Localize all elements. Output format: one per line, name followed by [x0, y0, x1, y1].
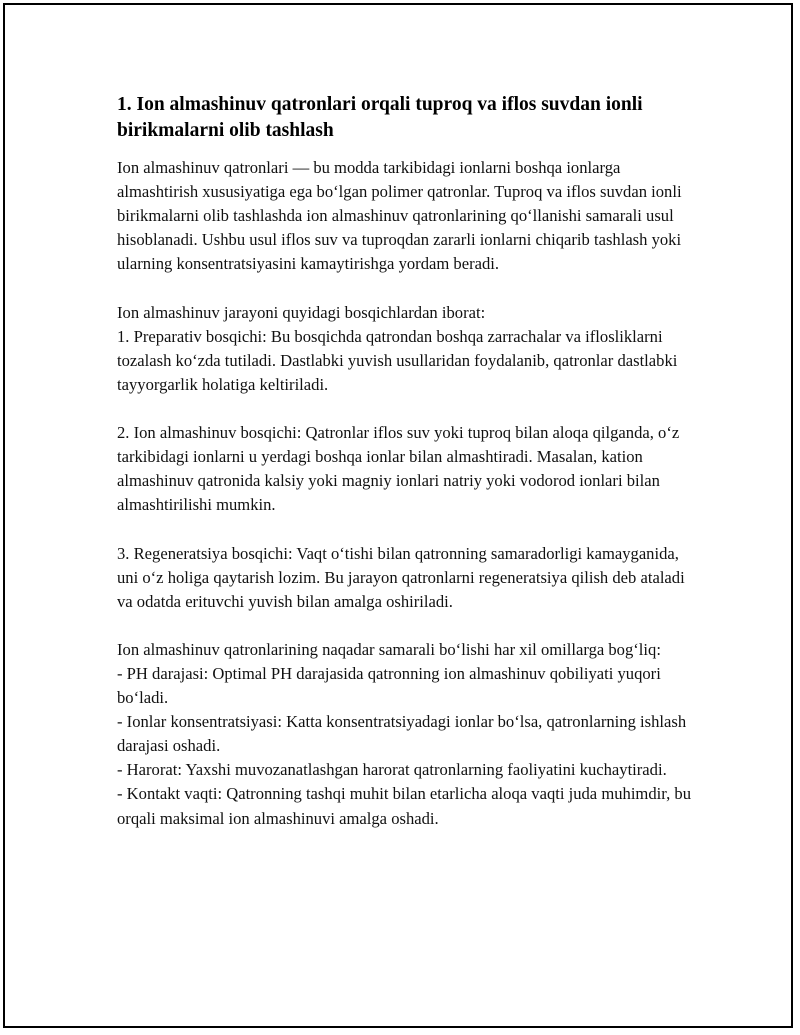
document-title: 1. Ion almashinuv qatronlari orqali tuproq va iflos suvdan ionli birikmalarni olib tashlash	[117, 94, 643, 141]
paragraph-spacer	[117, 517, 692, 541]
factor-ph: - PH darajasi: Optimal PH darajasida qatronning ion almashinuv qobiliyati yuqori bo‘ladi.	[117, 663, 661, 708]
paragraph-spacer	[117, 397, 692, 421]
factors-intro: Ion almashinuv qatronlarining naqadar samarali bo‘lishi har xil omillarga bog‘liq:	[117, 639, 661, 659]
step-2-paragraph: 2. Ion almashinuv bosqichi: Qatronlar iflos suv yoki tuproq bilan aloqa qilganda, o‘z tarkibidagi ionlarni u yerdagi boshqa ionlar bilan almashtiradi. Masalan, kation almashinuv qatronida kalsiy yoki magniy ionlari natriy yoki vodorod ionlari bilan almashtirilishi mumkin.	[117, 423, 680, 515]
step-1-paragraph: 1. Preparativ bosqichi: Bu bosqichda qatrondan boshqa zarrachalar va iflosliklarni tozalash ko‘zda tutiladi. Dastlabki yuvish usullaridan foydalanib, qatronlar dastlabki tayyorgarlik holatiga keltiriladi.	[117, 326, 678, 394]
paragraph-spacer	[117, 276, 692, 300]
factor-contact-time: - Kontakt vaqti: Qatronning tashqi muhit bilan etarlicha aloqa vaqti juda muhimdir, bu orqali maksimal ion almashinuvi amalga oshadi.	[117, 784, 691, 828]
process-intro: Ion almashinuv jarayoni quyidagi bosqichlardan iborat:	[117, 302, 486, 322]
paragraph-spacer	[117, 614, 692, 638]
factor-ion-concentration: - Ionlar konsentratsiyasi: Katta konsentratsiyadagi ionlar bo‘lsa, qatronlarning ishlash darajasi oshadi.	[117, 712, 687, 756]
step-3-paragraph: 3. Regeneratsiya bosqichi: Vaqt o‘tishi bilan qatronning samaradorligi kamayganida, uni o‘z holiga qaytarish lozim. Bu jarayon qatronlarni regeneratsiya qilish deb ataladi va odatda erituvchi yuvish bilan amalga oshiriladi.	[117, 543, 685, 611]
factor-temperature: - Harorat: Yaxshi muvozanatlashgan harorat qatronlarning faoliyatini kuchaytiradi.	[117, 760, 667, 780]
intro-paragraph: Ion almashinuv qatronlari — bu modda tarkibidagi ionlarni boshqa ionlarga almashtirish xususiyatiga ega bo‘lgan polimer qatronlar. Tuproq va iflos suvdan ionli birikmalarni olib tashlashda ion almashinuv qatronlarining qo‘llanishi samarali usul hisoblanadi. Ushbu usul iflos suv va tuproqdan zararli ionlarni chiqarib tashlash yoki ularning konsentratsiyasini kamaytirishga yordam beradi.	[117, 158, 682, 274]
document-body	[117, 92, 692, 831]
